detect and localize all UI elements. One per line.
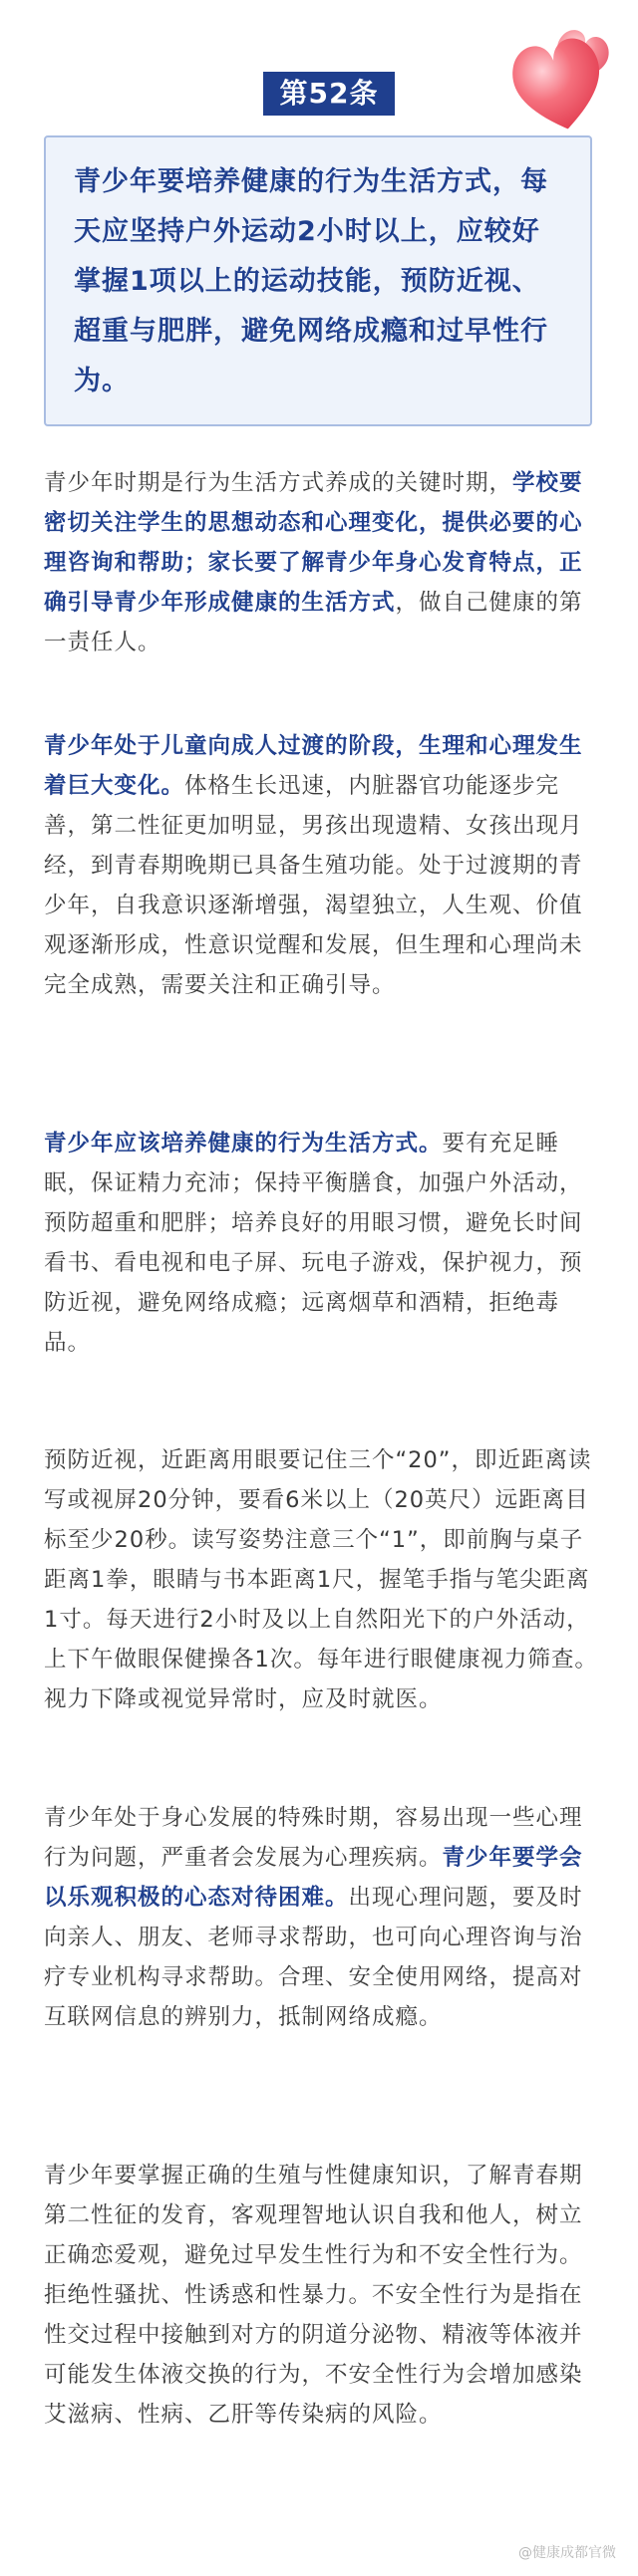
article-summary-box (44, 135, 592, 426)
paragraph-text: 青少年时期是行为生活方式养成的关键时期， (44, 470, 513, 496)
paragraph-mental-health (44, 1798, 600, 2037)
paragraph-text: ，做自己健康的第一责任人。 (44, 590, 583, 655)
paragraph-highlight: 青少年处于儿童向成人过渡的阶段，生理和心理发生着巨大变化。 (44, 733, 583, 799)
paragraph-text: 青少年处于身心发展的特殊时期，容易出现一些心理行为问题，严重者会发展为心理疾病。 (44, 1805, 583, 1871)
paragraph-highlight: 青少年应该培养健康的行为生活方式。 (44, 1131, 443, 1157)
hearts-decoration-icon (490, 12, 630, 151)
paragraph-text: 体格生长迅速，内脏器官功能逐步完善，第二性征更加明显，男孩出现遗精、女孩出现月经，到青春期晚期已具备生殖功能。处于过渡期的青少年，自我意识逐渐增强，渴望独立，人生观、价值观逐渐形成，性意识觉醒和发展，但生理和心理尚未完全成熟，需要关注和正确引导。 (44, 773, 583, 998)
paragraph-text: 要有充足睡眠，保证精力充沛；保持平衡膳食，加强户外活动，预防超重和肥胖；培养良好的用眼习惯，避免长时间看书、看电视和电子屏、玩电子游戏，保护视力，预防近视，避免网络成瘾；远离烟草和酒精，拒绝毒品。 (44, 1131, 583, 1356)
watermark: @健康成都官微 (518, 2545, 616, 2561)
paragraph-lifestyle-period (44, 463, 600, 662)
article-number-badge: 第52条 (263, 72, 395, 116)
paragraph-text: 出现心理问题，要及时向亲人、朋友、老师寻求帮助，也可向心理咨询与治疗专业机构寻求帮助。合理、安全使用网络，提高对互联网信息的辨别力，抵制网络成瘾。 (44, 1885, 583, 2030)
paragraph-myopia-prevention (44, 1440, 600, 1719)
article-summary-text: 青少年要培养健康的行为生活方式，每天应坚持户外运动2小时以上，应较好掌握1项以上的运动技能，预防近视、超重与肥胖，避免网络成瘾和过早性行为。 (74, 166, 548, 396)
paragraph-text: 预防近视，近距离用眼要记住三个“20”，即近距离读写或视屏20分钟，要看6米以上（20英尺）远距离目标至少20秒。读写姿势注意三个“1”，即前胸与桌子距离1拳，眼睛与书本距离1尺，握笔手指与笔尖距离1寸。每天进行2小时及以上自然阳光下的户外活动，上下午做眼保健操各1次。每年进行眼健康视力筛查。视力下降或视觉异常时，应及时就医。 (44, 1447, 598, 1712)
paragraph-healthy-habits (44, 1124, 600, 1363)
paragraph-text: 青少年要掌握正确的生殖与性健康知识，了解青春期第二性征的发育，客观理智地认识自我和他人，树立正确恋爱观，避免过早发生性行为和不安全性行为。拒绝性骚扰、性诱惑和性暴力。不安全性行为是指在性交过程中接触到对方的阴道分泌物、精液等体液并可能发生体液交换的行为，不安全性行为会增加感染艾滋病、性病、乙肝等传染病的风险。 (44, 2163, 583, 2428)
paragraph-highlight: 青少年要学会以乐观积极的心态对待困难。 (44, 1845, 583, 1911)
paragraph-sexual-health (44, 2156, 600, 2435)
paragraph-highlight: 学校要密切关注学生的思想动态和心理变化，提供必要的心理咨询和帮助；家长要了解青少年身心发育特点，正确引导青少年形成健康的生活方式 (44, 470, 583, 616)
paragraph-transition-stage (44, 726, 600, 1005)
